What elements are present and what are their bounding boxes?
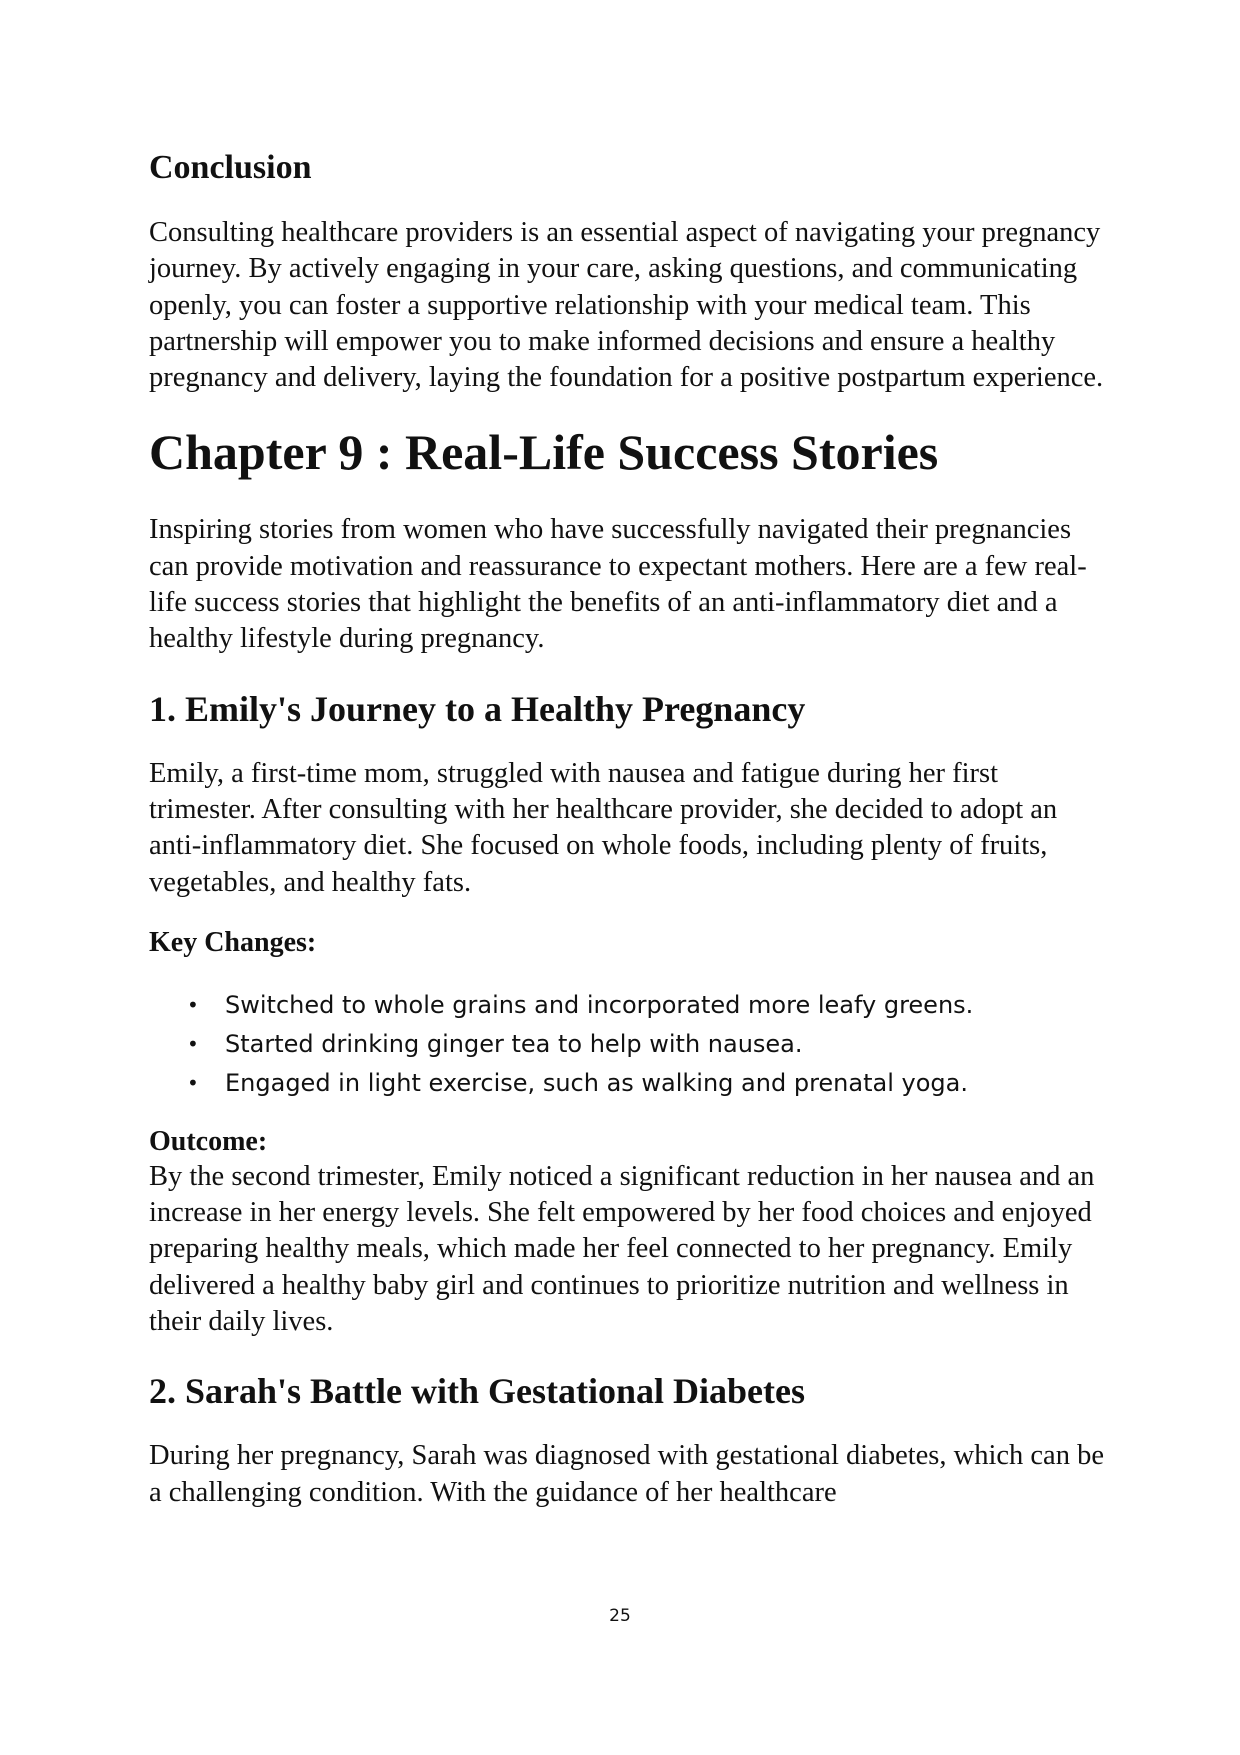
page-number: 25 xyxy=(609,1606,631,1626)
key-changes-list xyxy=(149,986,1109,1103)
list-item xyxy=(149,1025,1109,1064)
list-item xyxy=(149,986,1109,1025)
chapter-intro: Inspiring stories from women who have successfully navigated their pregnancies can provide motivation and reassurance to expectant mothers. Here are a few real-life success stories that highlight the benefits of an anti-inflammatory diet and a healthy lifestyle during pregnancy. xyxy=(149,514,1087,655)
story1-paragraph: Emily, a first-time mom, struggled with nausea and fatigue during her first trimester. After consulting with her healthcare provider, she decided to adopt an anti-inflammatory diet. She focused on whole foods, including plenty of fruits, vegetables, and healthy fats. xyxy=(149,757,1058,898)
key-changes-label: Key Changes: xyxy=(149,926,317,958)
chapter-title: Chapter 9 : Real-Life Success Stories xyxy=(149,424,939,481)
conclusion-paragraph: Consulting healthcare providers is an essential aspect of navigating your pregnancy journey. By actively engaging in your care, asking questions, and communicating openly, you can foster a supportive relationship with your medical team. This partnership will empower you to make informed decisions and ensure a healthy pregnancy and delivery, laying the foundation for a positive postpartum experience. xyxy=(149,217,1104,394)
conclusion-heading: Conclusion xyxy=(149,149,312,186)
outcome-paragraph: By the second trimester, Emily noticed a significant reduction in her nausea and an increase in her energy levels. She felt empowered by her food choices and enjoyed preparing healthy meals, which made her feel connected to her pregnancy. Emily delivered a healthy baby girl and continues to prioritize nutrition and wellness in their daily lives. xyxy=(149,1160,1095,1338)
outcome-label: Outcome: xyxy=(149,1125,268,1157)
story1-title: 1. Emily's Journey to a Healthy Pregnancy xyxy=(149,688,806,729)
story2-paragraph: During her pregnancy, Sarah was diagnosed with gestational diabetes, which can be a challenging condition. With the guidance of her healthcare xyxy=(149,1440,1104,1508)
list-item-text: Started drinking ginger tea to help with nausea. xyxy=(225,1029,803,1058)
bullet-icon: • xyxy=(187,1070,199,1095)
story2-title: 2. Sarah's Battle with Gestational Diabetes xyxy=(149,1371,805,1412)
list-item-text: Engaged in light exercise, such as walking and prenatal yoga. xyxy=(225,1068,968,1097)
bullet-icon: • xyxy=(187,992,199,1017)
page-content xyxy=(149,148,1109,1511)
bullet-icon: • xyxy=(187,1031,199,1056)
list-item-text: Switched to whole grains and incorporated more leafy greens. xyxy=(225,990,974,1019)
list-item xyxy=(149,1064,1109,1103)
